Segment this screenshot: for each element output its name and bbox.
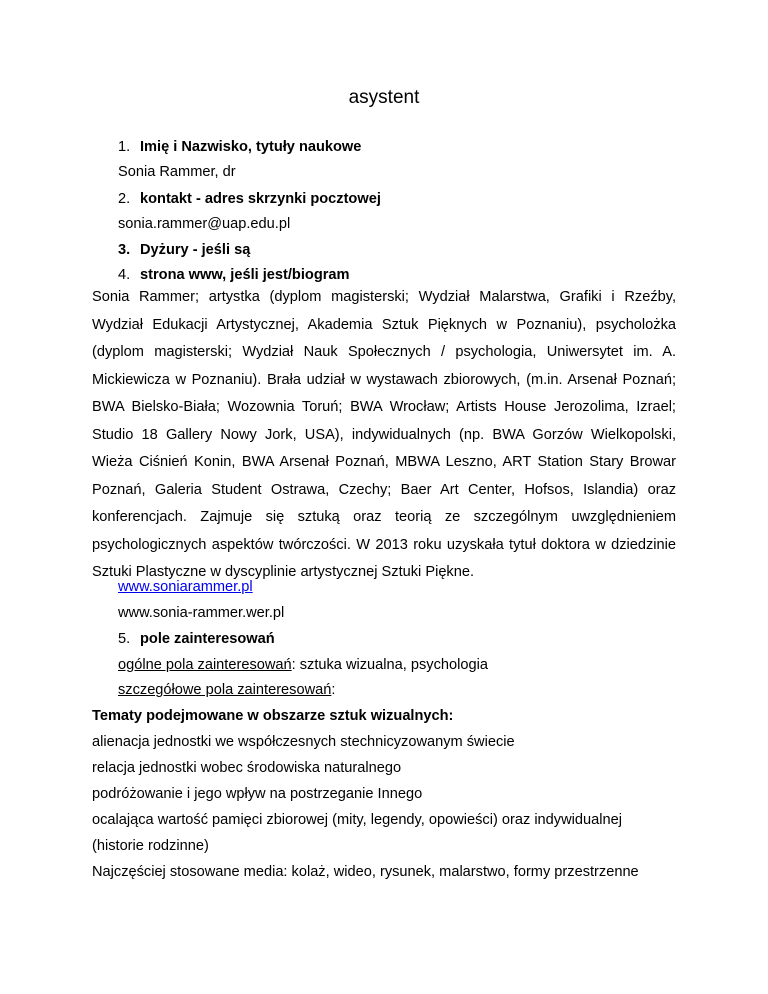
section-3-heading	[118, 241, 250, 259]
section-2-heading-text: kontakt - adres skrzynki pocztowej	[140, 191, 381, 207]
section-4-heading	[118, 266, 350, 284]
section-3-heading-text: Dyżury - jeśli są	[140, 242, 251, 258]
topic-item: relacja jednostki wobec środowiska naturalnego	[92, 760, 402, 776]
topic-item: alienacja jednostki we współczesnych stechnicyzowanym świecie	[92, 734, 515, 750]
general-interests	[118, 656, 488, 674]
media-line: Najczęściej stosowane media: kolaż, wideo, rysunek, malarstwo, formy przestrzenne	[92, 864, 639, 880]
section-2-number: 2.	[118, 191, 131, 207]
topics-heading: Tematy podejmowane w obszarze sztuk wizualnych:	[92, 708, 454, 724]
section-1-heading-text: Imię i Nazwisko, tytuły naukowe	[140, 139, 362, 155]
email-value: sonia.rammer@uap.edu.pl	[118, 216, 291, 232]
section-2-heading	[118, 190, 381, 208]
detailed-interests	[118, 681, 335, 699]
website-2-text: www.sonia-rammer.wer.pl	[118, 605, 285, 621]
website-link-1[interactable]: www.soniarammer.pl	[118, 579, 253, 595]
section-5-heading	[118, 630, 275, 648]
section-5-number: 5.	[118, 631, 131, 647]
website-link-1-row	[118, 578, 253, 596]
general-interests-value: : sztuka wizualna, psychologia	[291, 657, 488, 673]
section-5-heading-text: pole zainteresowań	[140, 631, 275, 647]
section-4-number: 4.	[118, 267, 131, 283]
name-value: Sonia Rammer, dr	[118, 164, 236, 180]
document-title: asystent	[348, 87, 420, 108]
biography-paragraph: Sonia Rammer; artystka (dyplom magisterski; Wydział Malarstwa, Grafiki i Rzeźby, Wydział Edukacji Artystycznej, Akademia Sztuk Pięknych w Poznaniu), psycholożka (dyplom magisterski; Wydział Nauk Społecznych / psychologia, Uniwersytet im. A. Mickiewicza w Poznaniu). Brała udział w wystawach zbiorowych, (m.in. Arsenał Poznań; BWA Bielsko-Biała; Wozownia Toruń; BWA Wrocław; Artists House Jerozolima, Izrael; Studio 18 Gallery Nowy Jork, USA), indywidualnych (np. BWA Gorzów Wielkopolski, Wieża Ciśnień Konin, BWA Arsenał Poznań, MBWA Leszno, ART Station Stary Browar Poznań, Galeria Student Ostrawa, Czechy; Baer Art Center, Hofsos, Islandia) oraz konferencjach. Zajmuje się sztuką oraz teorią ze szczególnym uwzględnieniem psychologicznych aspektów twórczości. W 2013 roku uzyskała tytuł doktora w dziedzinie Sztuki Plastyczne w dyscyplinie artystycznej Sztuki Piękne.	[92, 289, 676, 580]
detailed-interests-label: szczegółowe pola zainteresowań	[118, 682, 332, 698]
section-1-heading	[118, 138, 361, 156]
general-interests-label: ogólne pola zainteresowań	[118, 657, 292, 673]
section-1-number: 1.	[118, 139, 131, 155]
topic-item: ocalająca wartość pamięci zbiorowej (mity, legendy, opowieści) oraz indywidualnej	[92, 812, 622, 828]
detailed-interests-suffix: :	[331, 682, 336, 698]
topic-item: podróżowanie i jego wpływ na postrzeganie Innego	[92, 786, 423, 802]
topic-item: (historie rodzinne)	[92, 838, 209, 854]
section-4-heading-text: strona www, jeśli jest/biogram	[140, 267, 350, 283]
section-3-number: 3.	[118, 242, 131, 258]
